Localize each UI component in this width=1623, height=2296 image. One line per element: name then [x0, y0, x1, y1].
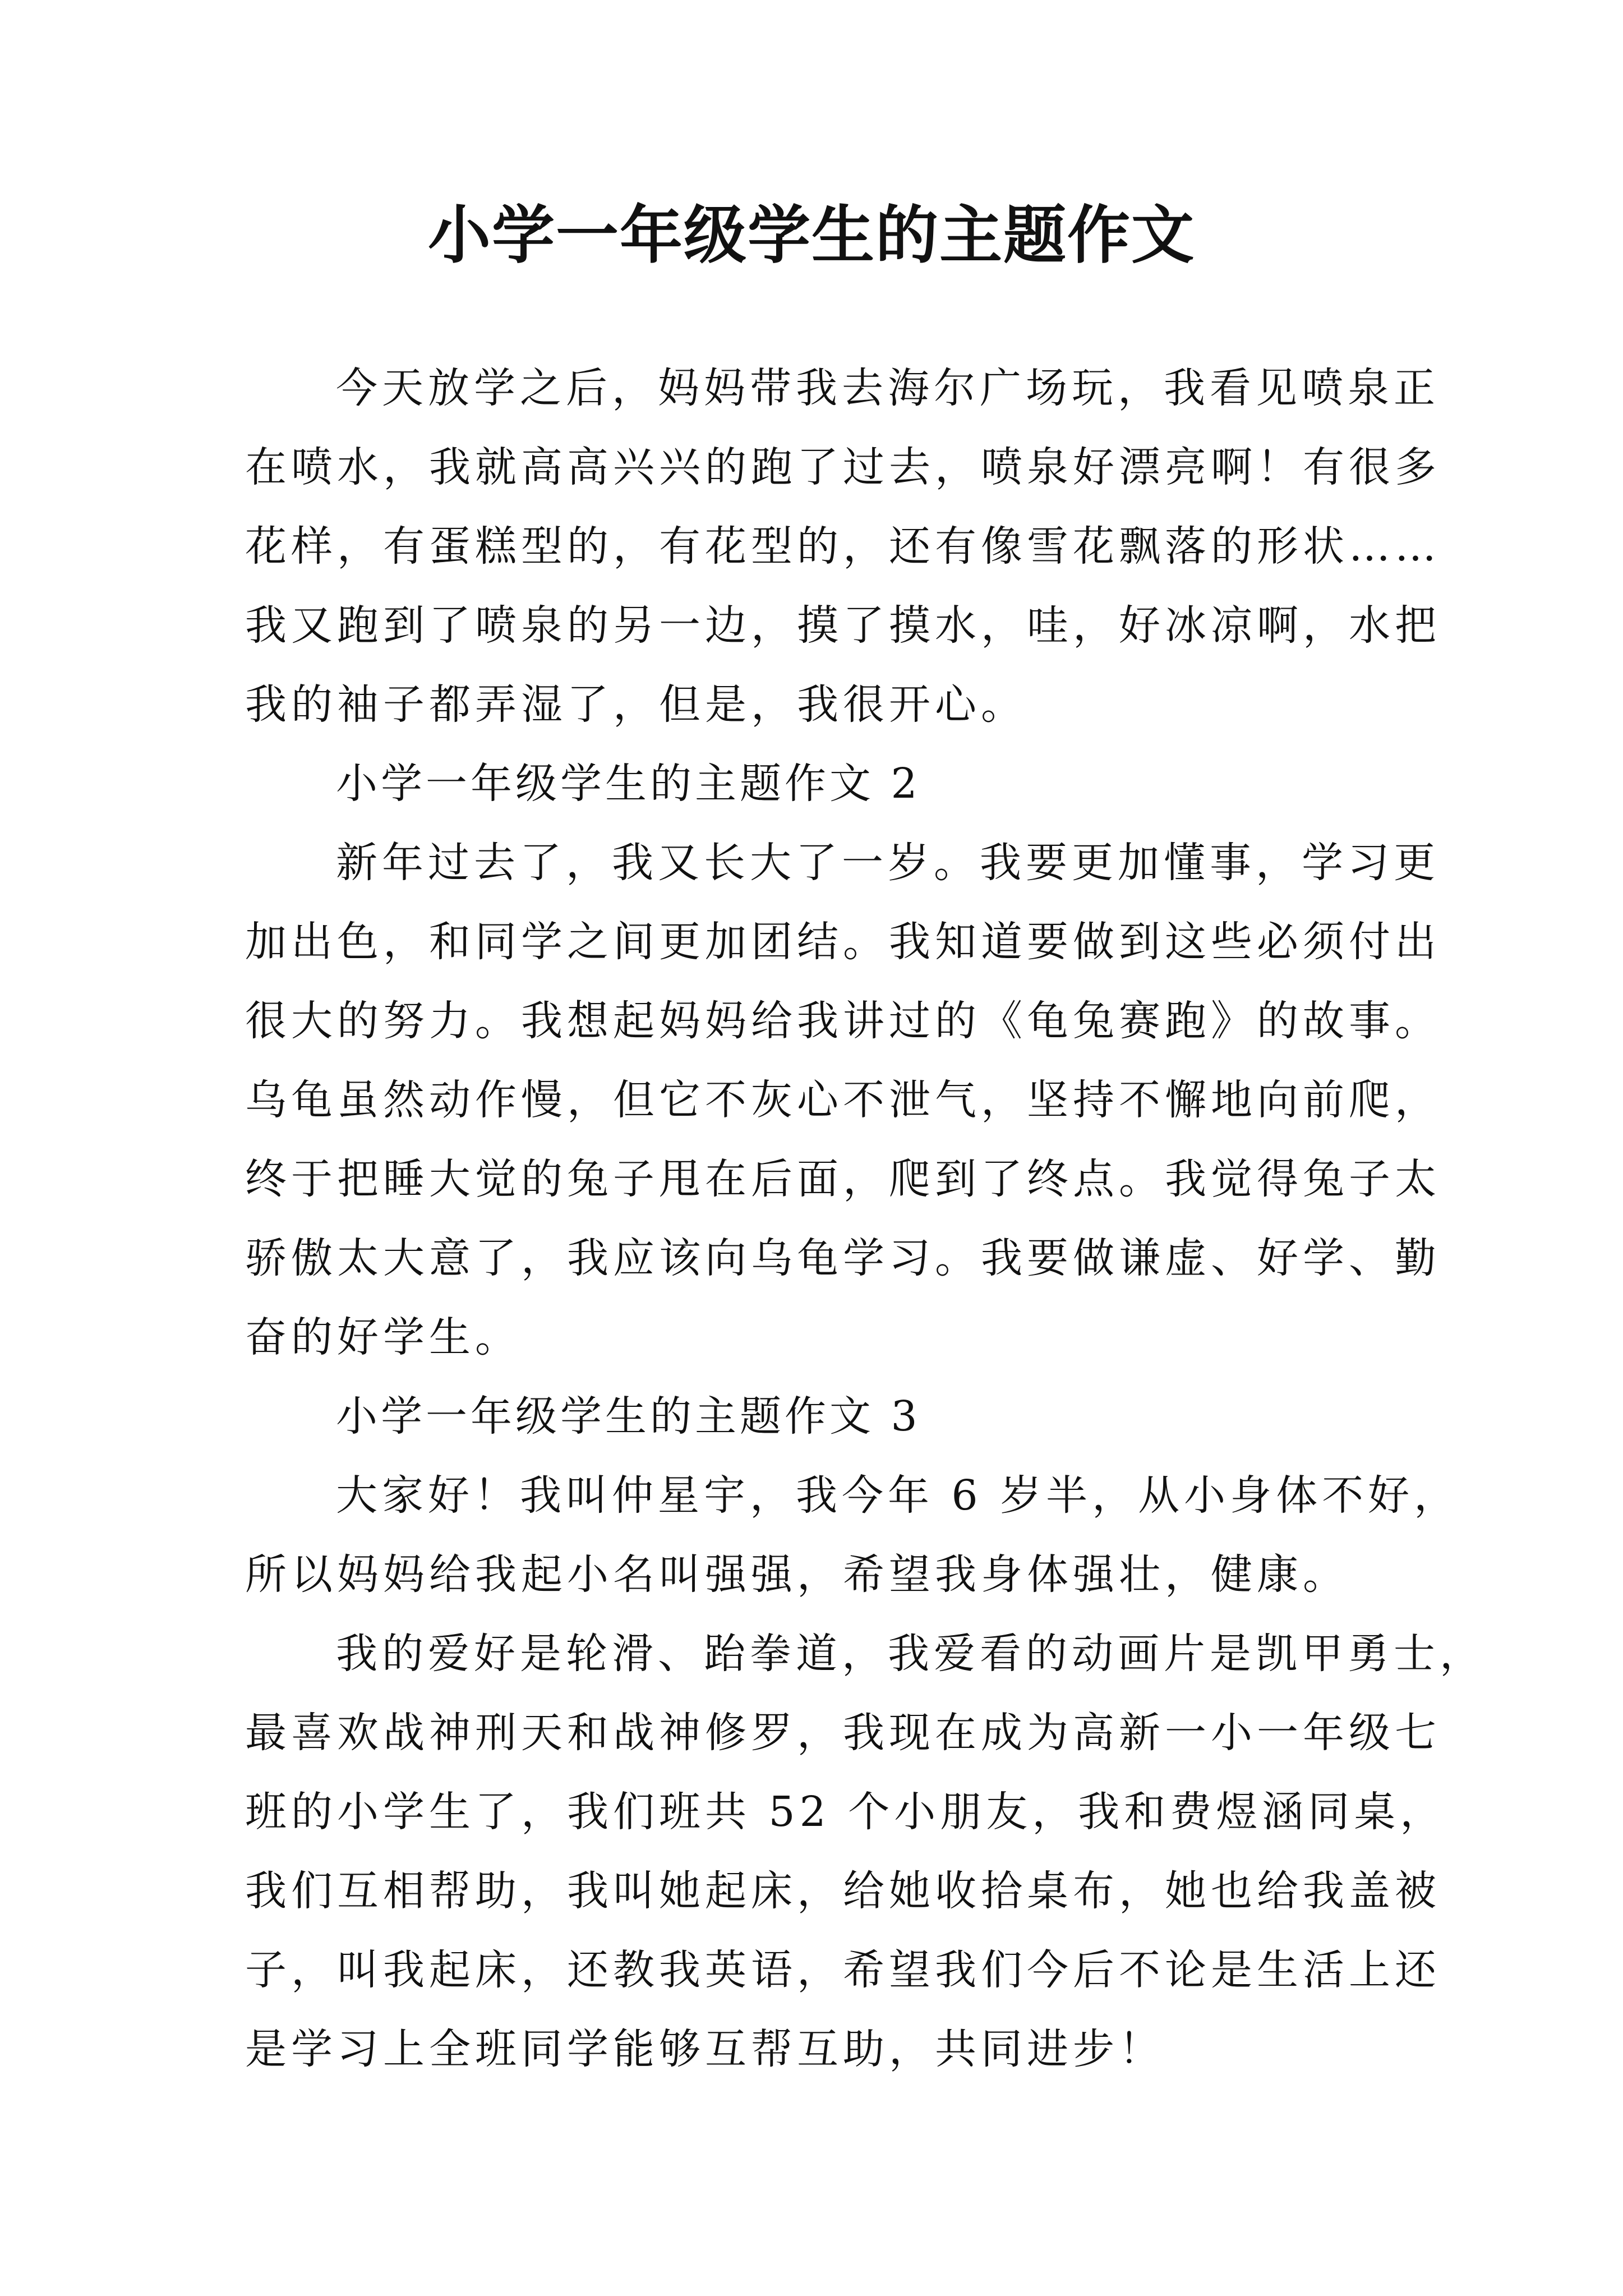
paragraph-2-line-2: 加出色，和同学之间更加团结。我知道要做到这些必须付出: [245, 918, 1441, 966]
paragraph-1-line-3: 花样，有蛋糕型的，有花型的，还有像雪花飘落的形状……: [245, 522, 1441, 570]
document-body: [245, 349, 1486, 2089]
paragraph-1-line-4: 我又跑到了喷泉的另一边，摸了摸水，哇，好冰凉啊，水把: [245, 601, 1441, 650]
section-heading-2: 小学一年级学生的主题作文 2: [336, 760, 921, 808]
paragraph-3-line-1: 大家好！我叫仲星宇，我今年 6 岁半，从小身体不好，: [336, 1471, 1460, 1520]
paragraph-1-line-1: 今天放学之后，妈妈带我去海尔广场玩，我看见喷泉正: [336, 364, 1440, 412]
paragraph-4-line-3: 班的小学生了，我们班共 52 个小朋友，我和费煜涵同桌，: [245, 1788, 1446, 1836]
paragraph-2-line-7: 奋的好学生。: [245, 1313, 521, 1361]
paragraph-2-line-6: 骄傲太大意了，我应该向乌龟学习。我要做谦虚、好学、勤: [245, 1234, 1441, 1282]
paragraph-4-line-5: 子，叫我起床，还教我英语，希望我们今后不论是生活上还: [245, 1946, 1441, 1994]
paragraph-2-line-1: 新年过去了，我又长大了一岁。我要更加懂事，学习更: [336, 839, 1440, 887]
paragraph-2-line-5: 终于把睡大觉的兔子甩在后面，爬到了终点。我觉得兔子太: [245, 1155, 1441, 1203]
paragraph-2-line-4: 乌龟虽然动作慢，但它不灰心不泄气，坚持不懈地向前爬，: [245, 1076, 1441, 1124]
paragraph-1-line-2: 在喷水，我就高高兴兴的跑了过去，喷泉好漂亮啊！有很多: [245, 443, 1441, 491]
document-title: 小学一年级学生的主题作文: [428, 199, 1195, 272]
paragraph-1-line-5: 我的袖子都弄湿了，但是，我很开心。: [245, 680, 1027, 729]
paragraph-3-line-2: 所以妈妈给我起小名叫强强，希望我身体强壮，健康。: [245, 1550, 1349, 1599]
paragraph-4-line-2: 最喜欢战神刑天和战神修罗，我现在成为高新一小一年级七: [245, 1709, 1441, 1757]
paragraph-4-line-4: 我们互相帮助，我叫她起床，给她收拾桌布，她也给我盖被: [245, 1867, 1441, 1915]
section-heading-3: 小学一年级学生的主题作文 3: [336, 1392, 921, 1441]
paragraph-4-line-6: 是学习上全班同学能够互帮互助，共同进步！: [245, 2025, 1165, 2073]
paragraph-4-line-1: 我的爱好是轮滑、跆拳道，我爱看的动画片是凯甲勇士，: [336, 1630, 1486, 1678]
paragraph-2-line-3: 很大的努力。我想起妈妈给我讲过的《龟兔赛跑》的故事。: [245, 997, 1441, 1045]
